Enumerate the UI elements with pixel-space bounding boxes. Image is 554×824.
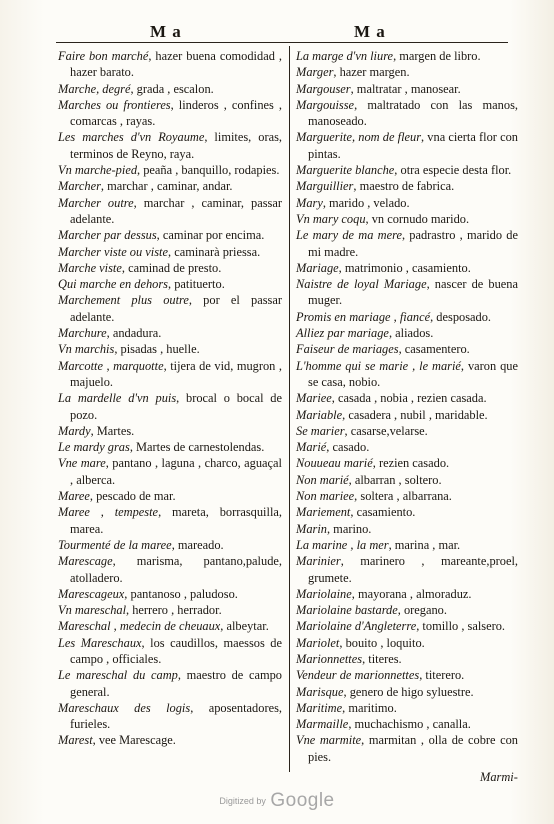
entry-translation: , maestro de fabrica. [353,179,455,194]
google-logo: Google [270,790,335,811]
entry-translation: , mareado. [171,537,224,552]
entry-headword: Marcher outre [58,195,134,210]
entry-headword: Marest [58,733,93,748]
dictionary-entry [296,667,518,683]
entry-headword: Non marié [296,472,349,487]
digitized-by-label: Digitized by [219,796,266,806]
entry-translation: , Martes de carnestolendas. [129,440,265,455]
entry-translation: , casamentero. [398,342,470,357]
entry-headword: Mariolaine bastarde [296,603,398,618]
entry-headword: Vn marche-pied [58,163,138,178]
entry-translation: , caminad de presto. [121,260,222,275]
entry-headword: Naistre de loyal Mariage [296,277,427,292]
entry-translation: , aliados. [388,326,434,341]
dictionary-entry [296,521,518,537]
entry-translation: , herrero , herrador. [126,603,222,618]
entry-translation: , marino. [326,521,372,536]
dictionary-entry [58,700,282,733]
entry-headword: Faiseur de mariages [296,342,399,357]
entry-headword: Maree [58,489,90,504]
entry-headword: Vn mary coqu [296,211,366,226]
dictionary-entry [58,618,282,634]
dictionary-entry [58,732,282,748]
entry-translation: , casada , nobia , rezien casada. [331,391,487,406]
dictionary-entry [296,586,518,602]
entry-headword: Marguerite blanche [296,163,395,178]
entry-headword: Marger [296,65,334,80]
entry-headword: Mariable [296,407,343,422]
entry-headword: Mariage [296,260,339,275]
dictionary-entry [58,504,282,537]
entry-headword: Marguerite, nom de fleur [296,130,422,145]
dictionary-entry [58,537,282,553]
entry-headword: Le mardy gras [58,440,130,455]
entry-headword: Le mary de ma mere [296,228,402,243]
entry-headword: Mariement [296,505,351,520]
entry-headword: Margouisse [296,97,355,112]
dictionary-entry [296,537,518,553]
entry-headword: Marisque [296,684,344,699]
entry-headword: Marchure [58,326,107,341]
entry-headword: Mary [296,195,323,210]
dictionary-entry [296,618,518,634]
entry-translation: , marmitan , olla de cobre con pies. [308,733,518,764]
dictionary-entry [296,195,518,211]
entry-headword: La mardelle d'vn puis [58,391,177,406]
running-head-right: M a [354,22,386,41]
entry-translation: , hazer buena comodidad , hazer barato. [70,49,282,80]
dictionary-entry [58,129,282,162]
entry-translation: , padrastro , marido de mi madre. [308,228,518,259]
dictionary-entry [58,162,282,178]
entry-headword: Faire bon marché [58,49,149,63]
dictionary-entry [296,684,518,700]
dictionary-entry [58,81,282,97]
entry-headword: Qui marche en dehors [58,277,169,292]
entry-translation: , matrimonio , casamiento. [338,260,471,275]
dictionary-entry [296,390,518,406]
dictionary-entry [58,341,282,357]
dictionary-entry [296,64,518,80]
dictionary-entry [296,602,518,618]
entry-headword: Les Mareschaux [58,635,142,650]
dictionary-entry [58,488,282,504]
dictionary-entry [58,586,282,602]
dictionary-entry [296,439,518,455]
entry-translation: , los caudillos, maessos de campo , officiales. [70,635,282,666]
entry-translation: , genero de higo syluestre. [343,684,474,699]
entry-translation: , nascer de buena muger. [308,277,518,308]
dictionary-entry [58,423,282,439]
dictionary-entry [58,97,282,130]
entry-translation: , muchachismo , canalla. [348,717,471,732]
dictionary-entry [296,81,518,97]
entry-translation: , hazer margen. [333,65,410,80]
entry-headword: Alliez par mariage [296,326,389,341]
entry-headword: Marinier [296,554,341,569]
entry-headword: Mariolaine d'Angleterre [296,619,417,634]
entry-headword: Marcher viste ou viste [58,244,168,259]
entry-translation: , albeytar. [220,619,269,634]
dictionary-entry [296,162,518,178]
entry-translation: , pantano , laguna , charco, aguaçal , alberca. [70,456,282,487]
entry-translation: , otra especie desta flor. [394,163,512,178]
entry-translation: , marisma, pantano,palude, atolladero. [70,554,282,585]
dictionary-entry [296,97,518,130]
entry-headword: Se marier [296,423,345,438]
dictionary-entry [58,602,282,618]
dictionary-entry [296,309,518,325]
dictionary-entry [58,439,282,455]
dictionary-entry [58,48,282,81]
entry-translation: , marido , velado. [322,195,410,210]
entry-translation: , brocal o bocal de pozo. [70,391,282,422]
column-divider [289,46,290,772]
dictionary-entry [58,227,282,243]
entry-headword: Marchement plus outre [58,293,189,308]
entry-headword: Mariee [296,391,332,406]
entry-headword: Marcher [58,179,101,194]
entry-translation: , pisadas , huelle. [114,342,200,357]
entry-headword: Maree , tempeste [58,505,159,520]
entry-translation: , marchar , caminar, passar adelante. [70,195,282,226]
entry-translation: , vn cornudo marido. [365,211,470,226]
entry-headword: Marié [296,440,327,455]
entry-translation: , maritimo. [342,700,397,715]
dictionary-entry [296,716,518,732]
dictionary-entry [296,227,518,260]
running-head-left: M a [150,22,182,41]
entry-translation: , tijera de vid, mugron , majuelo. [70,358,282,389]
entry-translation: , casadera , nubil , maridable. [342,407,488,422]
dictionary-entry [296,651,518,667]
dictionary-entry [296,358,518,391]
entry-translation: , aposentadores, furieles. [70,700,282,732]
entry-translation: , titeres. [362,651,402,666]
entry-headword: Le mareschal du camp [58,668,178,683]
entry-translation: , maltratado con las manos, manoseado. [308,97,518,129]
entry-headword: Mareschaux des logis [58,700,191,715]
entry-headword: Marches ou frontieres [58,97,171,112]
entry-headword: La marge d'vn liure [296,49,394,63]
dictionary-entry [296,260,518,276]
entry-translation: , por el passar adelante. [70,293,282,324]
entry-headword: Maritime [296,700,343,715]
dictionary-entry [58,276,282,292]
dictionary-entry [296,700,518,716]
entry-headword: Marche viste [58,260,122,275]
entry-headword: Non mariee [296,489,355,504]
entry-headword: Marcher par dessus [58,228,157,243]
dictionary-entry [296,48,518,64]
entry-headword: Mariolaine [296,586,352,601]
entry-headword: Mardy [58,423,91,438]
entry-translation: , bouito , loquito. [339,635,425,650]
dictionary-entry [58,292,282,325]
entry-translation: , oregano. [397,603,447,618]
entry-headword: Nouueau marié [296,456,373,471]
dictionary-entry [296,504,518,520]
entry-headword: Promis en mariage , fiancé [296,309,431,324]
entry-translation: , casarse,velarse. [344,423,428,438]
entry-translation: , pantanoso , paludoso. [124,586,238,601]
entry-headword: Les marches d'vn Royaume [58,130,205,145]
entry-translation: , patituerto. [168,277,225,292]
dictionary-entry [296,455,518,471]
entry-headword: Marmaille [296,717,349,732]
entry-headword: Vendeur de marionnettes [296,668,420,683]
entry-headword: Marcotte , marquotte [58,358,164,373]
dictionary-entry [296,325,518,341]
entry-headword: La marine , la mer [296,537,389,552]
entry-translation: , titerero. [419,668,465,683]
entry-headword: Vne mare [58,456,106,471]
entry-translation: , maestro de campo general. [70,668,283,699]
entry-headword: Marche, degré [58,81,131,96]
entry-translation: , desposado. [430,309,492,324]
dictionary-entry [58,195,282,228]
entry-headword: Vne marmite [296,733,362,748]
catchword: Marmi- [480,770,518,784]
entry-translation: , linderos , confines , comarcas , rayas. [70,97,282,129]
dictionary-entry [296,488,518,504]
dictionary-entry [58,390,282,423]
entry-translation: , vna cierta flor con pintas. [308,130,518,161]
dictionary-entry [296,211,518,227]
dictionary-entry [296,635,518,651]
entry-translation: , mayorana , almoraduz. [351,586,472,601]
entry-headword: L'homme qui se marie , le marié [296,358,461,373]
entry-headword: Mariolet [296,635,340,650]
entry-headword: Marin [296,521,327,536]
dictionary-entry [296,178,518,194]
right-column [296,48,518,765]
entry-headword: Vn marchis [58,342,115,357]
entry-translation: , andadura. [106,326,162,341]
entry-translation: , soltera , albarrana. [354,489,452,504]
entry-translation: , vee Marescage. [92,733,176,748]
entry-headword: Vn mareschal [58,603,127,618]
dictionary-entry [296,732,518,765]
entry-translation: , marinero , mareante,proel, grumete. [308,554,518,585]
entry-translation: , varon que se casa, nobio. [308,358,518,389]
dictionary-entry [296,423,518,439]
dictionary-entry [58,358,282,391]
entry-headword: Tourmenté de la maree [58,537,172,552]
entry-translation: , limites, oras, terminos de Reyno, raya. [70,130,282,161]
entry-translation: , caminar por encima. [156,228,265,243]
dictionary-entry [296,276,518,309]
dictionary-entry [296,472,518,488]
entry-headword: Marescage [58,554,113,569]
entry-translation: , mareta, borrasquilla, marea. [70,505,282,536]
entry-headword: Marescageux [58,586,125,601]
entry-translation: , casamiento. [350,505,416,520]
dictionary-entry [58,325,282,341]
dictionary-entry [296,129,518,162]
dictionary-entry [296,341,518,357]
entry-translation: , margen de libro. [393,49,481,63]
dictionary-entry [58,178,282,194]
dictionary-entry [58,455,282,488]
dictionary-entry [58,244,282,260]
entry-translation: , caminarà priessa. [168,244,261,259]
dictionary-entry [58,667,282,700]
entry-translation: , tomillo , salsero. [416,619,506,634]
dictionary-entry [58,635,282,668]
left-column [58,48,282,749]
entry-translation: , casado. [326,440,370,455]
entry-translation: , Martes. [90,423,135,438]
entry-translation: , albarran , soltero. [348,472,442,487]
dictionary-entry [58,260,282,276]
entry-translation: , maltratar , manosear. [350,81,461,96]
entry-translation: , marina , mar. [388,537,461,552]
entry-headword: Margouser [296,81,351,96]
dictionary-entry [58,553,282,586]
entry-translation: , peaña , banquillo, rodapies. [137,163,280,178]
entry-headword: Mareschal , medecin de cheuaux [58,619,221,634]
entry-translation: , pescado de mar. [89,489,176,504]
entry-translation: , marchar , caminar, andar. [100,179,233,194]
header-rule [56,42,508,43]
entry-headword: Marguillier [296,179,354,194]
entry-headword: Marionnettes [296,651,363,666]
dictionary-entry [296,407,518,423]
dictionary-entry [296,553,518,586]
entry-translation: , grada , escalon. [130,81,214,96]
digitization-footer [0,790,554,810]
entry-translation: , rezien casado. [372,456,450,471]
